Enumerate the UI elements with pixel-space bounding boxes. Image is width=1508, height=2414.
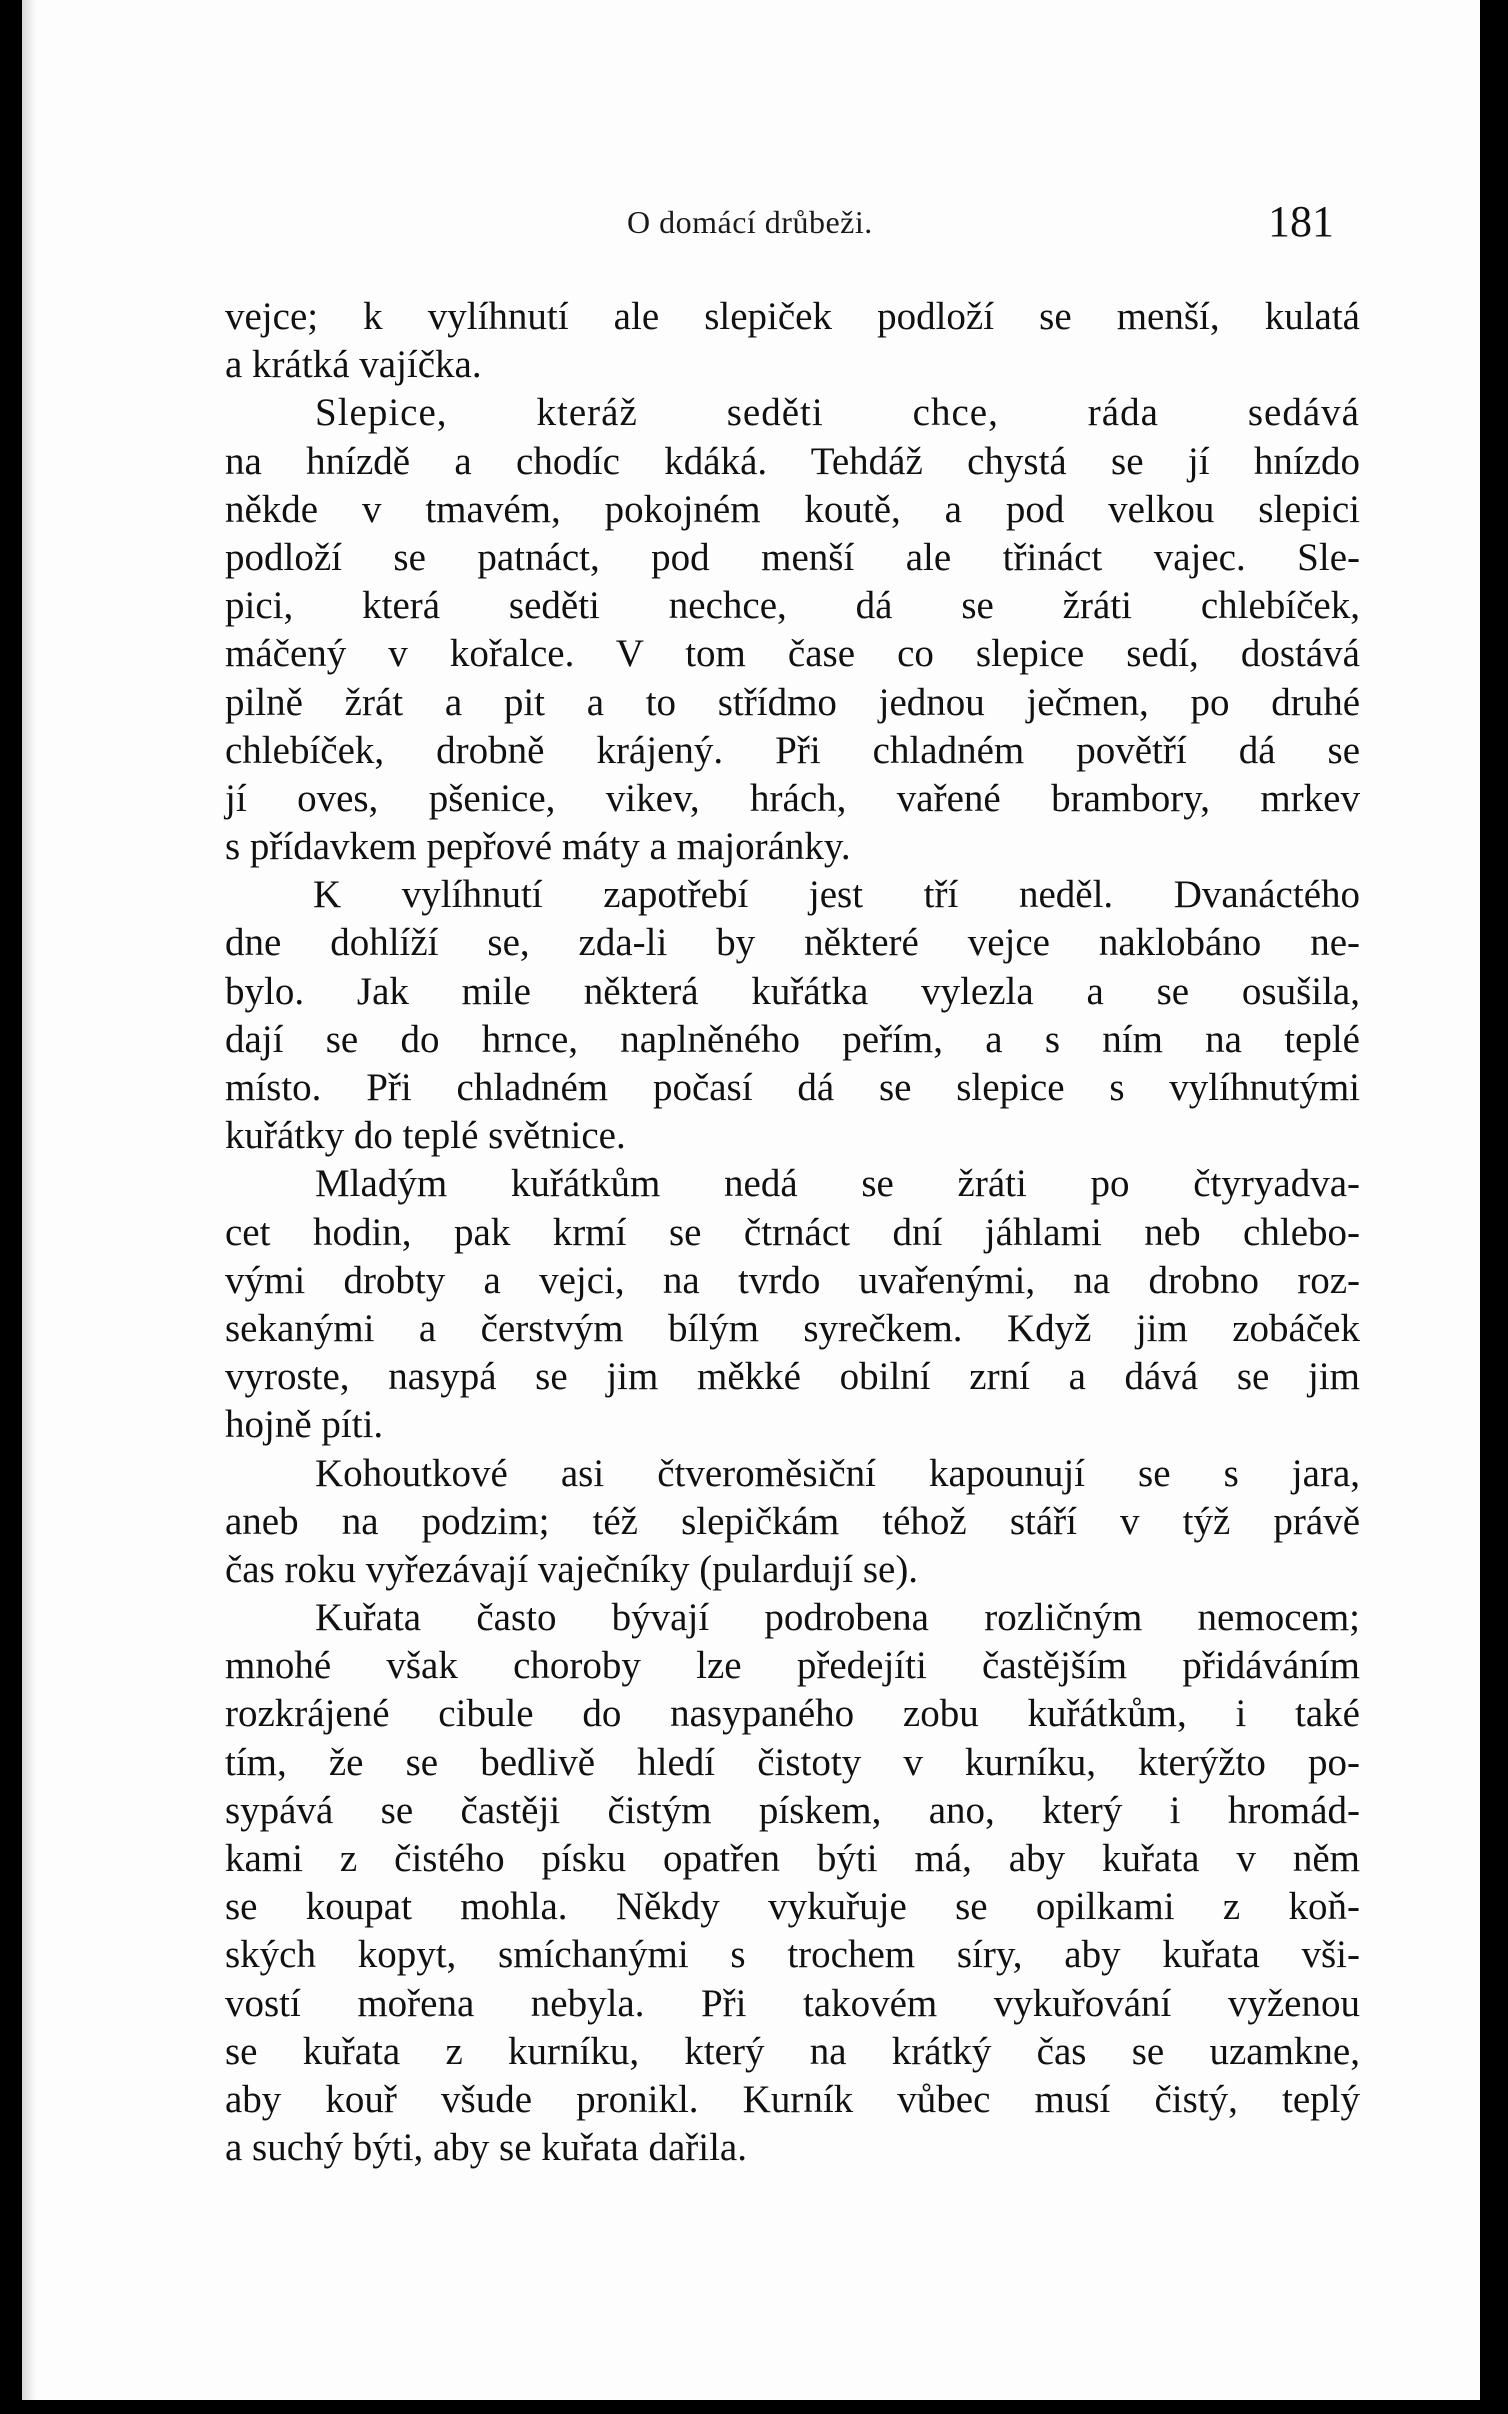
text-line: a suchý býti, aby se kuřata dařila.	[225, 2126, 747, 2170]
text-line: kuřátky do teplé světnice.	[225, 1114, 626, 1158]
text-line: se kuřata z kurníku, který na krátký čas se uzamkne,	[225, 2029, 1360, 2073]
text-line: sekanými a čerstvým bílým syrečkem. Když jim zobáček	[225, 1306, 1360, 1350]
text-line: Kuřata často bývají podrobena rozličným nemocem;	[315, 1596, 1360, 1640]
text-line: vými drobty a vejci, na tvrdo uvařenými, na drobno roz-	[225, 1258, 1360, 1302]
text-line: chlebíček, drobně krájený. Při chladném povětří dá se	[225, 728, 1360, 772]
page-edge-shadow	[22, 0, 36, 2400]
text-line: aby kouř všude pronikl. Kurník vůbec musí čistý, teplý	[225, 2077, 1360, 2121]
text-line: kami z čistého písku opatřen býti má, aby kuřata v něm	[225, 1837, 1360, 1880]
text-line: sypává se častěji čistým pískem, ano, který i hromád-	[225, 1788, 1360, 1832]
text-line: aneb na podzim; též slepičkám téhož stáří v týž právě	[225, 1499, 1360, 1543]
book-page	[22, 0, 1480, 2400]
text-line: a krátká vajíčka.	[225, 343, 482, 387]
text-line: mnohé však choroby lze předejíti častějším přidáváním	[225, 1644, 1360, 1688]
page-number: 181	[1268, 197, 1334, 246]
text-line: na hnízdě a chodíc kdáká. Tehdáž chystá se jí hnízdo	[225, 439, 1360, 483]
body-text	[225, 293, 1360, 2172]
text-line: máčený v kořalce. V tom čase co slepice sedí, dostává	[225, 632, 1360, 676]
text-line: jí oves, pšenice, vikev, hrách, vařené brambory, mrkev	[225, 776, 1360, 820]
text-line: dají se do hrnce, naplněného peřím, a s ním na teplé	[225, 1017, 1360, 1061]
text-line: Slepice, kteráž seděti chce, ráda sedává	[315, 391, 1360, 435]
text-line: Mladým kuřátkům nedá se žráti po čtyryadva-	[315, 1162, 1360, 1206]
text-line: místo. Při chladném počasí dá se slepice s vylíhnutými	[225, 1066, 1360, 1109]
text-line: někde v tmavém, pokojném koutě, a pod velkou slepici	[225, 487, 1360, 531]
text-line: pilně žrát a pit a to střídmo jednou ječmen, po druhé	[225, 680, 1360, 724]
text-line: podloží se patnáct, pod menší ale třináct vajec. Sle-	[225, 535, 1360, 579]
text-line: hojně píti.	[225, 1403, 384, 1447]
running-title: O domácí drůbeži.	[627, 204, 873, 240]
text-line: rozkrájené cibule do nasypaného zobu kuřátkům, i také	[225, 1692, 1360, 1736]
text-line: cet hodin, pak krmí se čtrnáct dní jáhlami neb chlebo-	[225, 1210, 1360, 1254]
text-line: ských kopyt, smíchanými s trochem síry, aby kuřata vši-	[225, 1933, 1360, 1977]
page-header	[22, 197, 1480, 260]
text-line: bylo. Jak mile některá kuřátka vylezla a se osušila,	[225, 969, 1360, 1013]
text-line: vejce; k vylíhnutí ale slepiček podloží se menší, kulatá	[225, 295, 1360, 338]
text-line: Kohoutkové asi čtveroměsiční kapounují se s jara,	[315, 1451, 1360, 1495]
text-line: vyroste, nasypá se jim měkké obilní zrní a dává se jim	[225, 1355, 1360, 1399]
text-line: K vylíhnutí zapotřebí jest tří neděl. Dvanáctého	[313, 873, 1360, 917]
text-line: pici, která seděti nechce, dá se žráti chlebíček,	[225, 584, 1360, 628]
text-line: čas roku vyřezávají vaječníky (pulardují se).	[225, 1547, 919, 1591]
text-line: se koupat mohla. Někdy vykuřuje se opilkami z koň-	[225, 1885, 1360, 1929]
text-line: dne dohlíží se, zda-li by některé vejce naklobáno ne-	[225, 921, 1360, 965]
text-line: s přídavkem pepřové máty a majoránky.	[225, 825, 851, 869]
text-line: tím, že se bedlivě hledí čistoty v kurníku, kterýžto po-	[225, 1740, 1360, 1784]
text-line: vostí mořena nebyla. Při takovém vykuřování vyženou	[225, 1981, 1360, 2025]
